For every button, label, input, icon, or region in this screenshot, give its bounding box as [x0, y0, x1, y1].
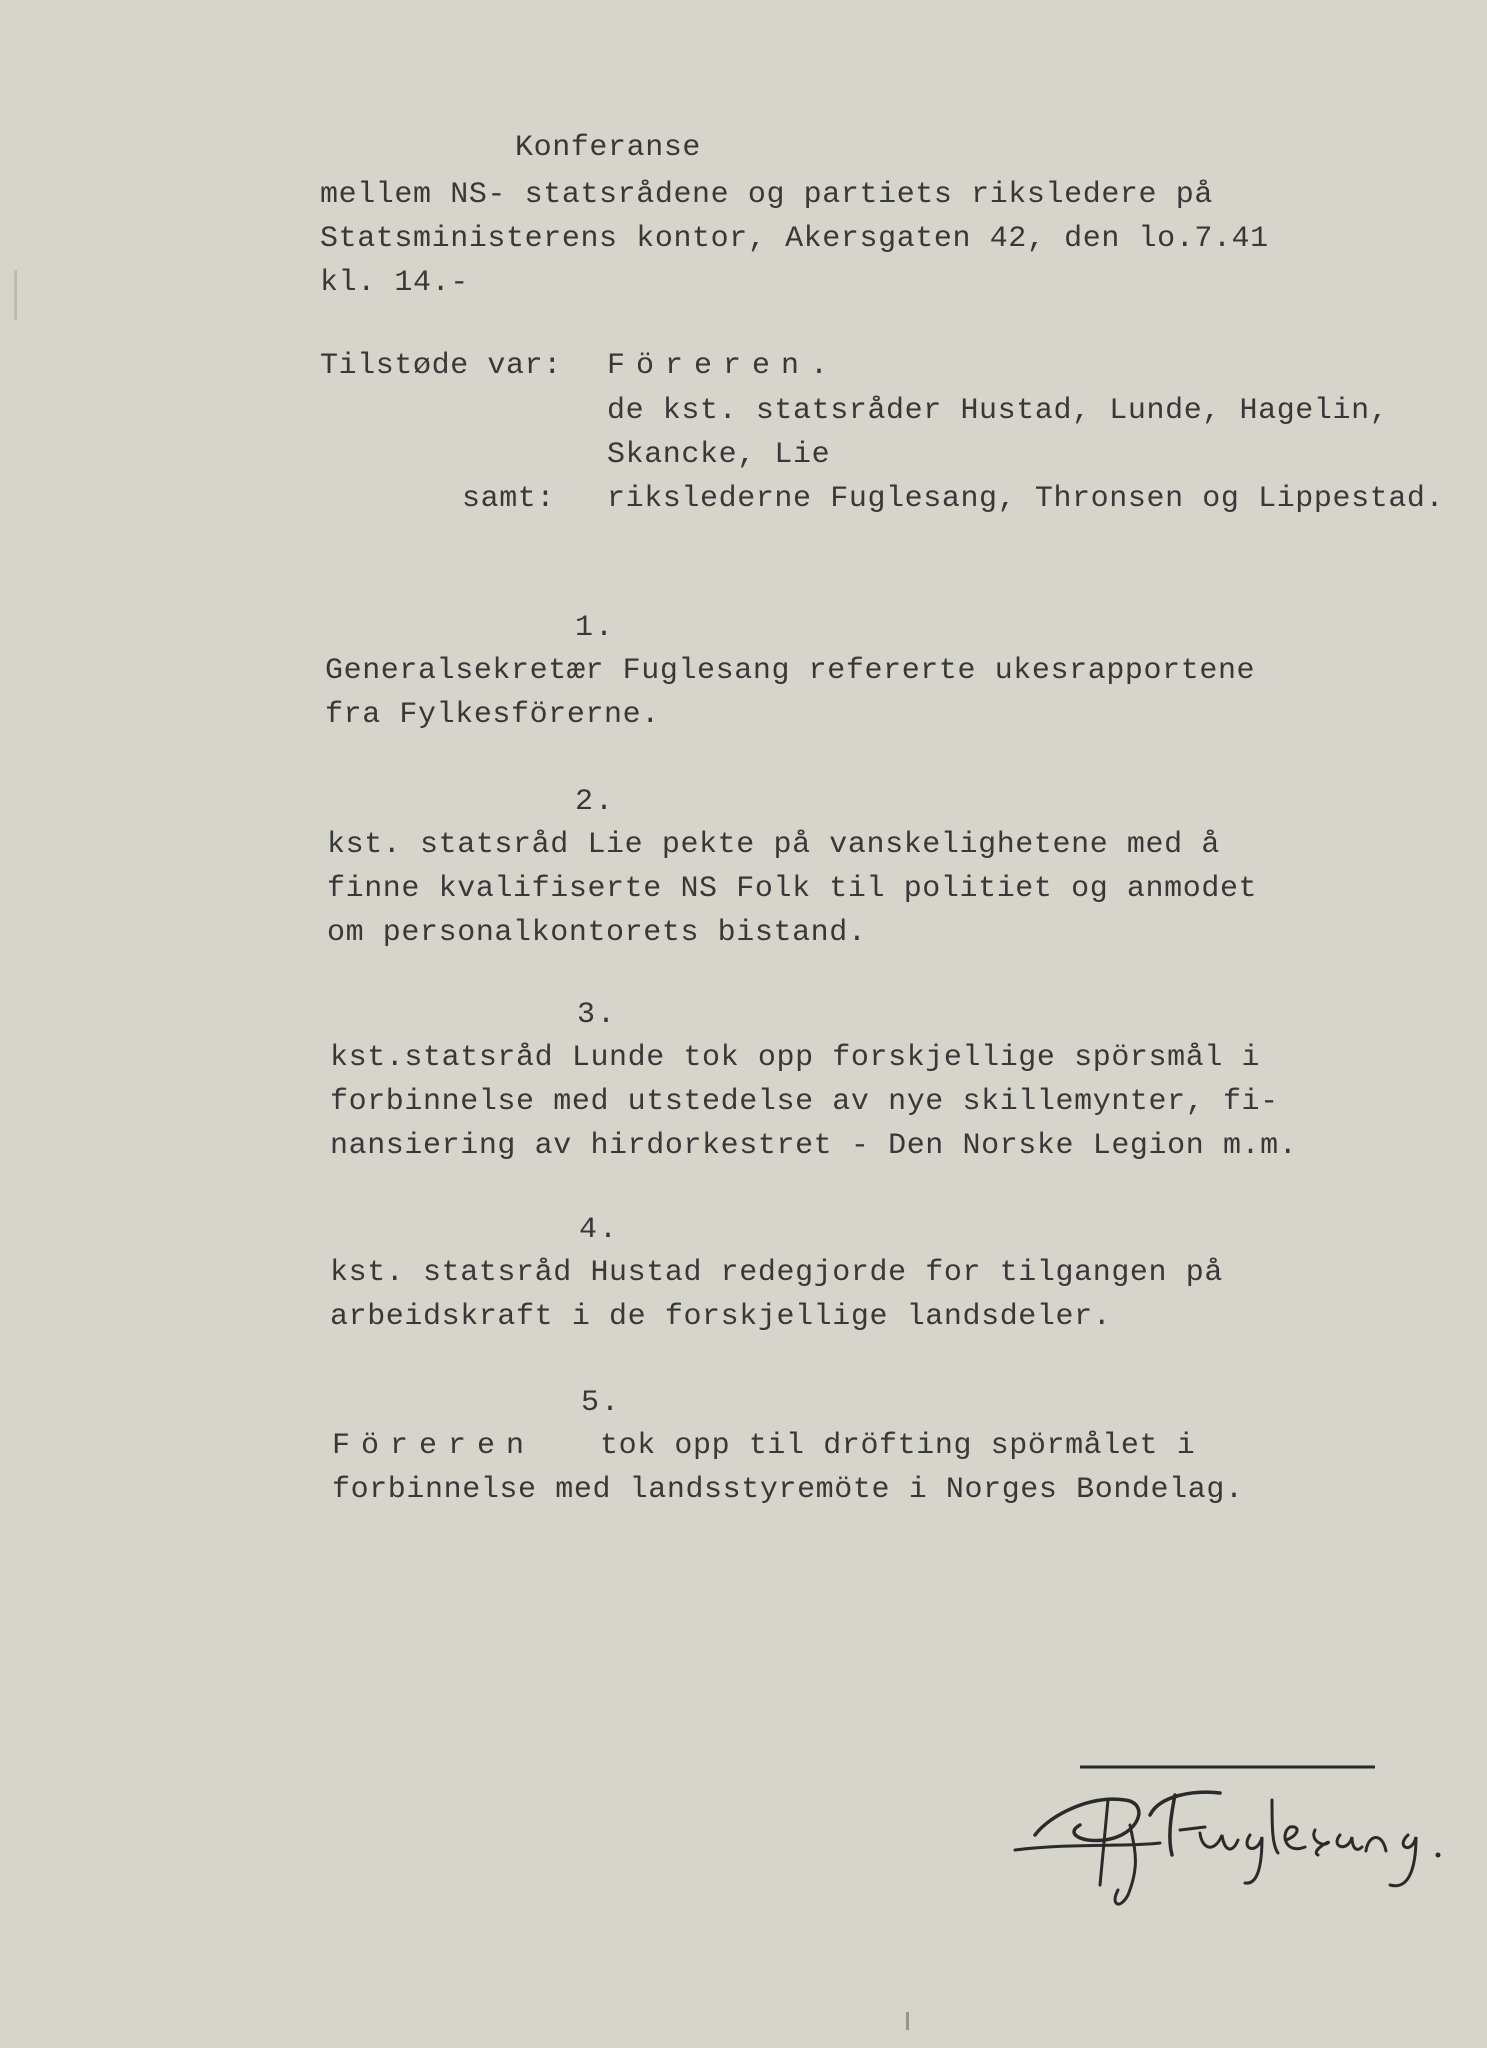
document-title: Konferanse	[515, 131, 702, 165]
attendance-ministers-line-1: de kst. statsråder Hustad, Lunde, Hagelin,	[607, 394, 1389, 428]
header-line-1: mellem NS- statsrådene og partiets riksledere på	[320, 178, 1213, 212]
attendance-label: Tilstøde var:	[320, 349, 562, 383]
header-line-3: kl. 14.-	[320, 266, 469, 300]
item-4-line-1: kst. statsråd Hustad redegjorde for tilgangen på	[330, 1256, 1223, 1290]
signature-image	[1010, 1755, 1460, 1915]
header-line-2: Statsministerens kontor, Akersgaten 42, den lo.7.41	[320, 222, 1269, 256]
item-5-lead: Föreren	[332, 1429, 536, 1463]
item-1-line-2: fra Fylkesförerne.	[325, 698, 660, 732]
attendance-riksledere: rikslederne Fuglesang, Thronsen og Lippestad.	[607, 482, 1445, 516]
item-1-number: 1.	[575, 611, 616, 645]
attendance-leader: Föreren.	[607, 349, 840, 383]
item-1-line-1: Generalsekretær Fuglesang refererte ukesrapportene	[325, 654, 1256, 688]
item-3-line-3: nansiering av hirdorkestret - Den Norske Legion m.m.	[330, 1129, 1298, 1163]
item-4-number: 4.	[579, 1213, 620, 1247]
item-5-line-1: tok opp til dröfting spörmålet i	[600, 1429, 1196, 1463]
item-5-number: 5.	[581, 1386, 622, 1420]
item-3-number: 3.	[577, 998, 618, 1032]
attendance-ministers-line-2: Skancke, Lie	[607, 438, 831, 472]
item-3-line-2: forbinnelse med utstedelse av nye skillemynter, fi-	[330, 1085, 1279, 1119]
item-2-line-2: finne kvalifiserte NS Folk til politiet og anmodet	[327, 872, 1258, 906]
item-2-number: 2.	[575, 785, 616, 819]
item-5-line-2: forbinnelse med landsstyremöte i Norges Bondelag.	[332, 1473, 1244, 1507]
paper-edge-mark	[14, 270, 17, 320]
attendance-samt-label: samt:	[462, 482, 556, 516]
item-2-line-1: kst. statsråd Lie pekte på vanskelighetene med å	[327, 828, 1220, 862]
item-4-line-2: arbeidskraft i de forskjellige landsdeler.	[330, 1300, 1112, 1334]
item-2-line-3: om personalkontorets bistand.	[327, 916, 867, 950]
item-3-line-1: kst.statsråd Lunde tok opp forskjellige spörsmål i	[330, 1041, 1261, 1075]
paper-mark	[906, 2012, 909, 2030]
